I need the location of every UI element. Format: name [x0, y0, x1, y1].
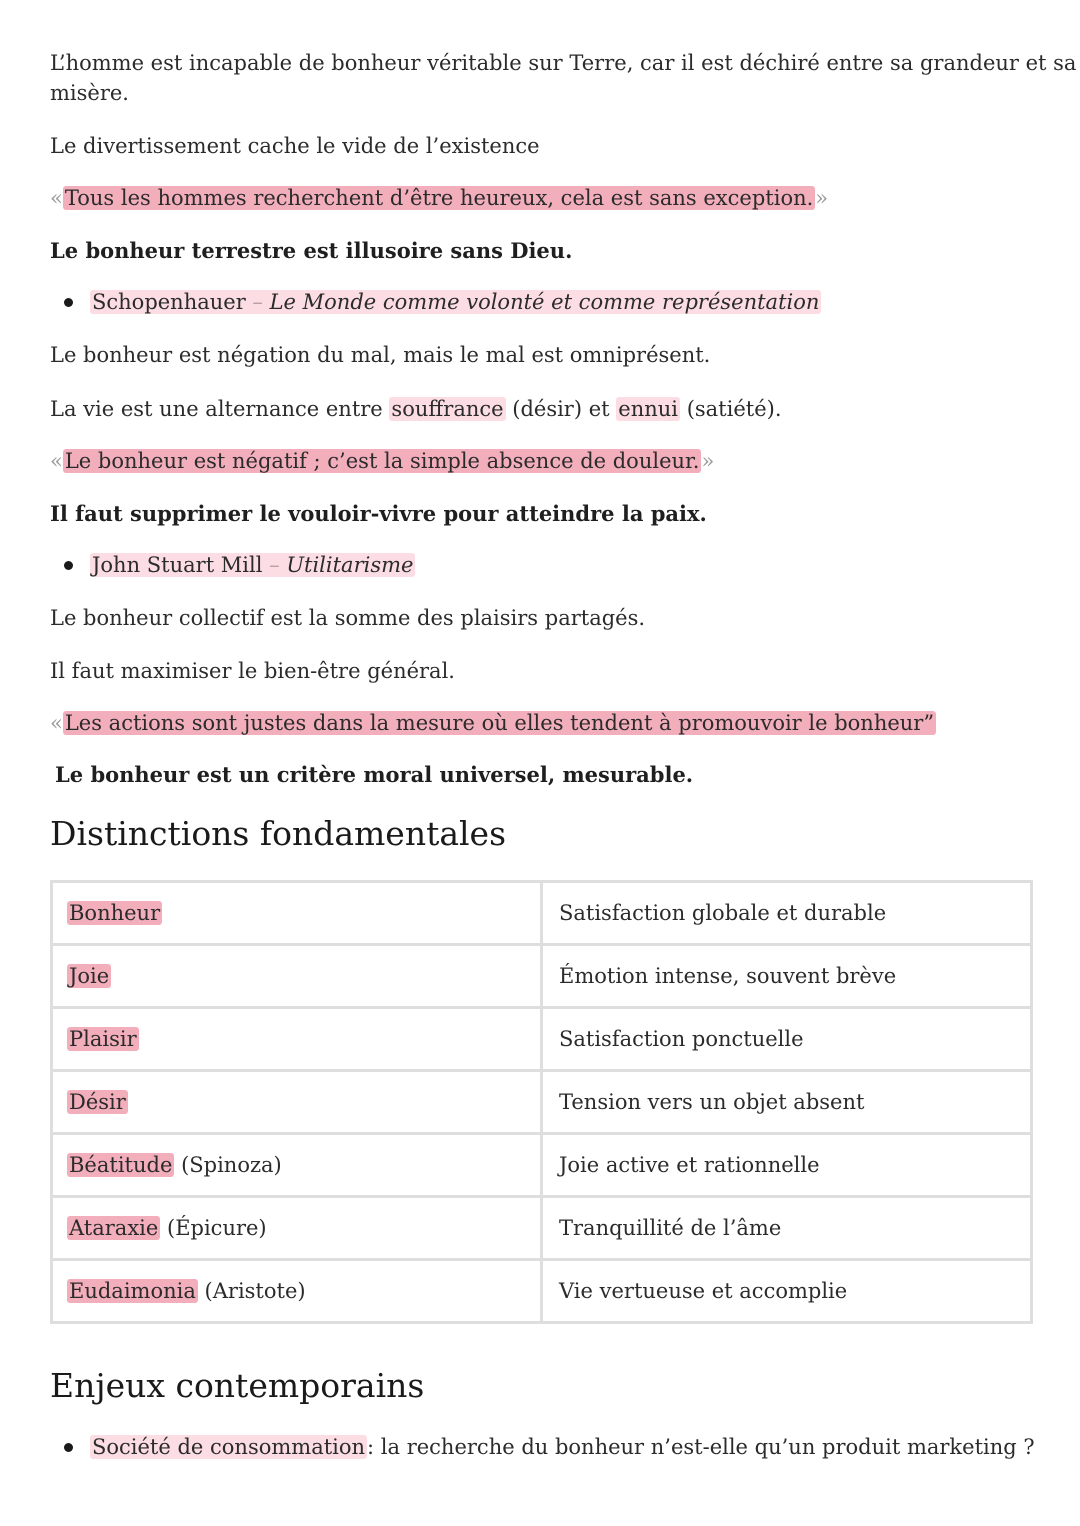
enjeux-item [90, 1432, 1035, 1462]
definition-cell: Vie vertueuse et accomplie [542, 1260, 1032, 1323]
quote-close: » [815, 186, 829, 210]
author-name: John Stuart Mill [92, 553, 263, 577]
term-cell [52, 1197, 542, 1260]
dash: – [245, 290, 270, 314]
term-societe-consommation: Société de consommation [92, 1435, 366, 1459]
term-extra: (Aristote) [204, 1279, 306, 1303]
table-row [52, 1134, 1032, 1197]
table-row [52, 1008, 1032, 1071]
bullet-icon [64, 1443, 73, 1452]
table-row [52, 1197, 1032, 1260]
table-row [52, 882, 1032, 945]
quote-close: » [701, 449, 715, 473]
schopenhauer-quote [50, 446, 714, 476]
text-fragment: (désir) et [512, 397, 610, 421]
term-highlight: Bonheur [69, 901, 161, 925]
bullet-icon [64, 298, 73, 307]
definition-cell: Tension vers un objet absent [542, 1071, 1032, 1134]
schopenhauer-line2 [50, 394, 782, 424]
divertissement-text: Le divertissement cache le vide de l’existence [50, 134, 540, 158]
quote-open: « [50, 186, 63, 210]
section-heading-distinctions: Distinctions fondamentales [50, 814, 507, 853]
term-cell [52, 1008, 542, 1071]
term-souffrance: souffrance [391, 397, 504, 421]
mill-heading [90, 550, 415, 580]
dash: – [262, 553, 287, 577]
schopenhauer-line1: Le bonheur est négation du mal, mais le mal est omniprésent. [50, 343, 711, 367]
term-extra: (Spinoza) [181, 1153, 282, 1177]
term-highlight: Eudaimonia [69, 1279, 196, 1303]
bullet-icon [64, 561, 73, 570]
distinctions-table [50, 880, 1033, 1324]
text-fragment: La vie est une alternance entre [50, 397, 383, 421]
term-ennui: ennui [618, 397, 678, 421]
table-row [52, 1071, 1032, 1134]
table-row [52, 945, 1032, 1008]
pascal-conclusion: Le bonheur terrestre est illusoire sans Dieu. [50, 238, 573, 263]
quote-text: Les actions sont justes dans la mesure où elles tendent à promouvoir le bonheur” [64, 711, 935, 735]
quote-open: « [50, 449, 63, 473]
work-title: Le Monde comme volonté et comme représentation [269, 290, 820, 314]
term-highlight: Béatitude [69, 1153, 173, 1177]
term-cell [52, 1134, 542, 1197]
text-fragment: (satiété). [686, 397, 782, 421]
author-name: Schopenhauer [92, 290, 246, 314]
term-highlight: Plaisir [69, 1027, 137, 1051]
term-cell [52, 1071, 542, 1134]
author-work-highlight [90, 553, 415, 577]
definition-cell: Tranquillité de l’âme [542, 1197, 1032, 1260]
quote-text: Tous les hommes recherchent d’être heureux, cela est sans exception. [64, 186, 814, 210]
section-heading-enjeux: Enjeux contemporains [50, 1366, 425, 1405]
quote-text: Le bonheur est négatif ; c’est la simple absence de douleur. [64, 449, 700, 473]
mill-line1: Le bonheur collectif est la somme des plaisirs partagés. [50, 606, 646, 630]
term-extra: (Épicure) [167, 1216, 267, 1240]
schopenhauer-conclusion: Il faut supprimer le vouloir-vivre pour atteindre la paix. [50, 501, 707, 526]
term-highlight: Joie [69, 964, 110, 988]
author-work-highlight [90, 290, 821, 314]
term-highlight: Désir [69, 1090, 126, 1114]
schopenhauer-heading [90, 287, 821, 317]
pascal-quote [50, 183, 828, 213]
definition-cell: Satisfaction ponctuelle [542, 1008, 1032, 1071]
quote-open: « [50, 711, 63, 735]
pascal-intro-line1: L’homme est incapable de bonheur véritable sur Terre, car il est déchiré entre sa grandeur et sa [50, 51, 1077, 75]
definition-cell: Satisfaction globale et durable [542, 882, 1032, 945]
mill-quote [50, 708, 936, 738]
term-highlight: Ataraxie [69, 1216, 159, 1240]
work-title: Utilitarisme [286, 553, 414, 577]
term-cell [52, 945, 542, 1008]
mill-line2: Il faut maximiser le bien-être général. [50, 659, 455, 683]
pascal-intro-line2: misère. [50, 81, 129, 105]
definition-cell: Émotion intense, souvent brève [542, 945, 1032, 1008]
table-row [52, 1260, 1032, 1323]
enjeux-item-text: : la recherche du bonheur n’est-elle qu’un produit marketing ? [367, 1435, 1035, 1459]
term-cell [52, 882, 542, 945]
definition-cell: Joie active et rationnelle [542, 1134, 1032, 1197]
term-cell [52, 1260, 542, 1323]
mill-conclusion: Le bonheur est un critère moral universel, mesurable. [55, 762, 694, 787]
